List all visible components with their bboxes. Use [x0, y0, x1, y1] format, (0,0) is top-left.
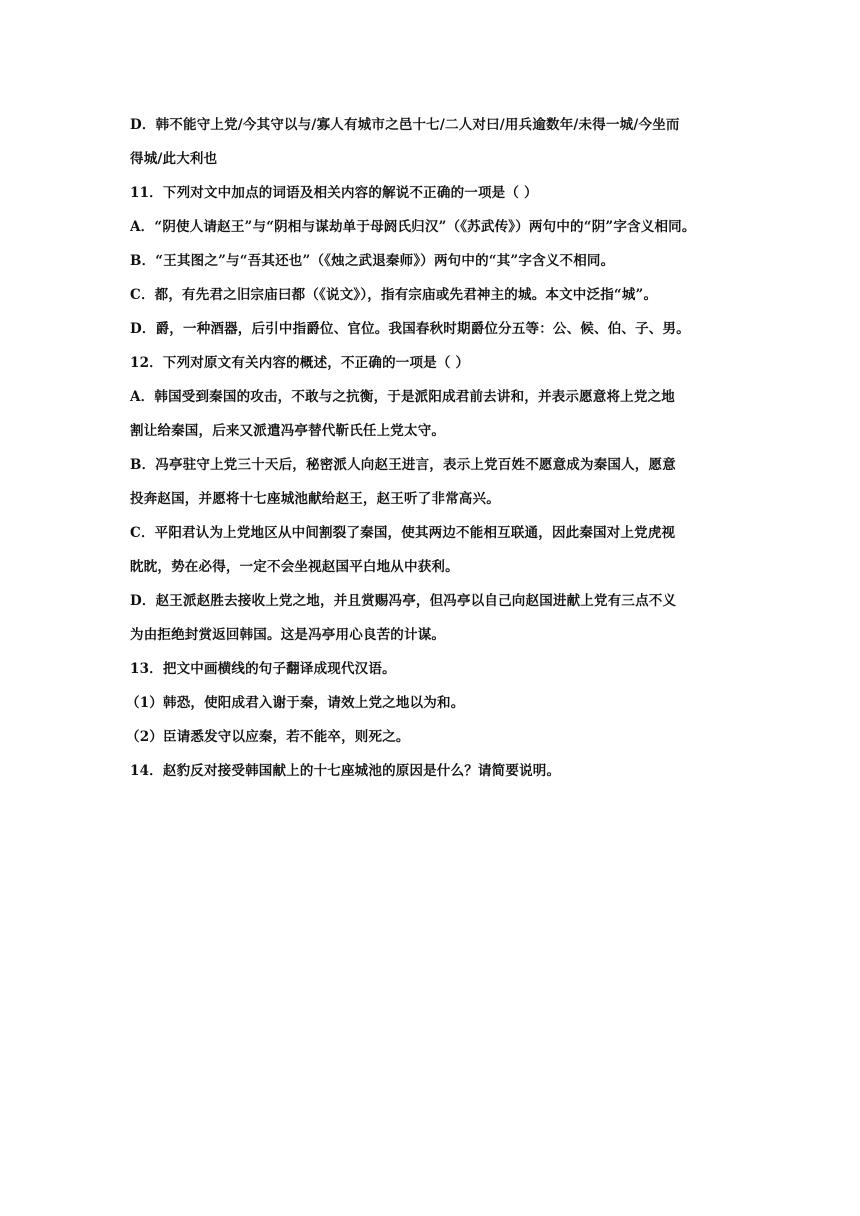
- option-d-line-1: D．韩不能守上党/今其守以与/寡人有城市之邑十七/二人对曰/用兵逾数年/未得一城/今坐而: [130, 117, 680, 133]
- document-page: [126, 108, 735, 788]
- q12-option-a-line-1: A．韩国受到秦国的攻击，不敢与之抗衡，于是派阳成君前去讲和，并表示愿意将上党之地: [130, 389, 675, 405]
- q12-option-a-line-2: 割让给秦国，后来又派遣冯亭替代靳氏任上党太守。: [130, 423, 446, 439]
- q11-option-a: A．“阴使人请赵王”与“阴相与谋劫单于母阏氏归汉”（《苏武传》）两句中的“阴”字含义相同。: [130, 219, 696, 235]
- q12-option-d-line-2: 为由拒绝封赏返回韩国。这是冯亭用心良苦的计谋。: [130, 627, 446, 643]
- question-12: 12．下列对原文有关内容的概述，不正确的一项是（ ）: [130, 355, 470, 371]
- q12-option-c-line-1: C．平阳君认为上党地区从中间割裂了秦国，使其两边不能相互联通，因此秦国对上党虎视: [130, 525, 676, 541]
- question-14: 14．赵豹反对接受韩国献上的十七座城池的原因是什么？请简要说明。: [130, 763, 561, 779]
- q12-option-b-line-2: 投奔赵国，并愿将十七座城池献给赵王，赵王听了非常高兴。: [130, 491, 500, 507]
- q13-sentence-2: （2）臣请悉发守以应秦，若不能卒，则死之。: [126, 729, 410, 745]
- option-d-line-2: 得城/此大利也: [130, 151, 218, 167]
- q13-sentence-1: （1）韩恐，使阳成君入谢于秦，请效上党之地以为和。: [126, 695, 465, 711]
- q12-option-b-line-1: B．冯亭驻守上党三十天后，秘密派人向赵王进言，表示上党百姓不愿意成为秦国人，愿意: [130, 457, 676, 473]
- q11-option-d: D．爵，一种酒器，后引中指爵位、官位。我国春秋时期爵位分五等：公、候、伯、子、男。: [130, 321, 690, 337]
- question-13: 13．把文中画横线的句子翻译成现代汉语。: [130, 661, 396, 677]
- q11-option-c: C．都，有先君之旧宗庙曰都（《说文》），指有宗庙或先君神主的城。本文中泛指“城”。: [130, 287, 658, 303]
- q12-option-c-line-2: 眈眈，势在必得，一定不会坐视赵国平白地从中获利。: [130, 559, 459, 575]
- question-11: 11．下列对文中加点的词语及相关内容的解说不正确的一项是（ ）: [130, 185, 538, 201]
- q12-option-d-line-1: D．赵王派赵胜去接收上党之地，并且赏赐冯亭，但冯亭以自己向赵国进献上党有三点不义: [130, 593, 677, 609]
- q11-option-b: B．“王其图之”与“吾其还也”（《烛之武退秦师》）两句中的“其”字含义不相同。: [130, 253, 615, 269]
